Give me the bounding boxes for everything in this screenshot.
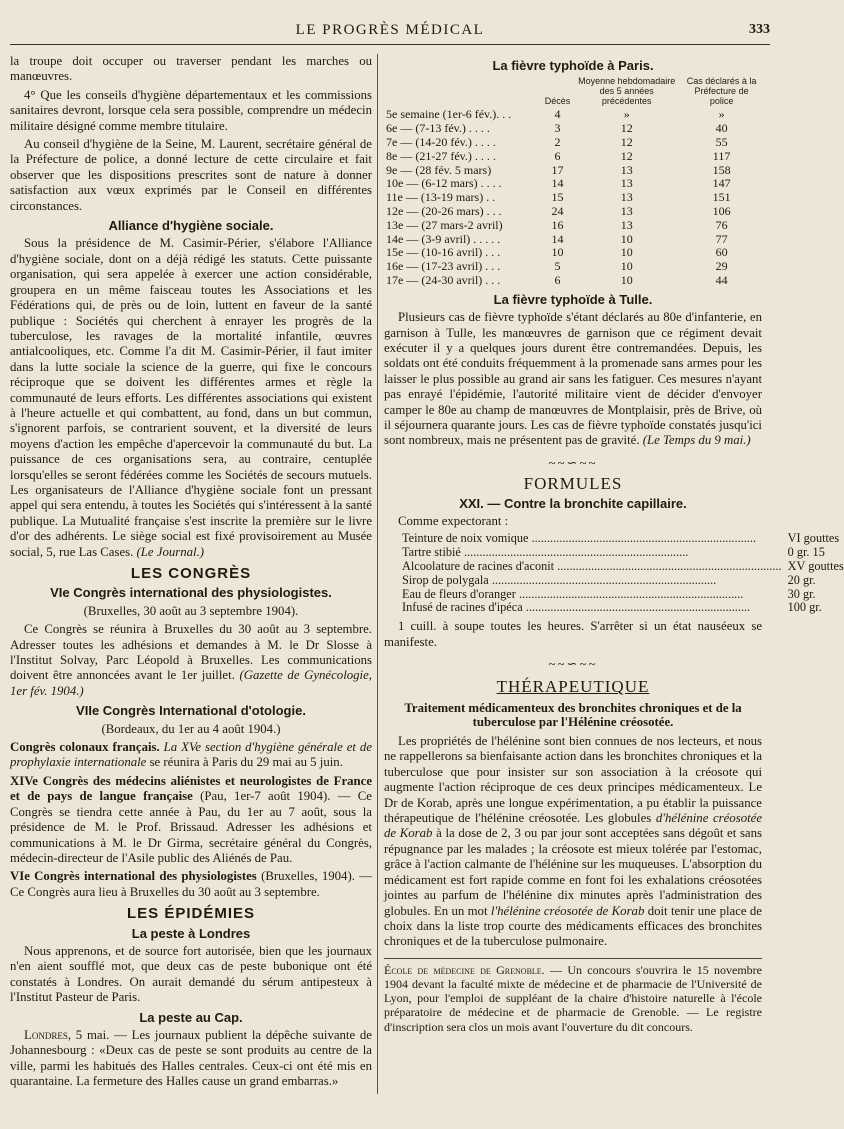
table-cell: 15e — (10-16 avril) . . . — [386, 245, 501, 260]
column-header: Cas déclarés à la Préfecture de police — [686, 76, 757, 107]
formula-row — [384, 574, 844, 588]
table-cell: 3 — [554, 121, 561, 136]
ingredient: Eau de fleurs d'oranger ..... — [384, 588, 782, 602]
source: (Gazette de Gynécologie, 1er fév. 1904.) — [10, 668, 372, 698]
table-cell: 60 — [715, 245, 728, 260]
table-cell: 7e — (14-20 fév.) . . . . — [386, 135, 496, 149]
table-cell: 55 — [715, 135, 728, 149]
table-cell: 13 — [620, 217, 633, 232]
table-cell: 10e — (6-12 mars) . . . . — [386, 176, 502, 191]
table-cell: 11e — (13-19 mars) . . — [386, 190, 496, 205]
formula-note: 1 cuill. à soupe toutes les heures. S'arrêter si un état nauséeux se manifeste. — [384, 619, 762, 649]
place: Londres, — [24, 1027, 72, 1042]
lead: XIVe Congrès des médecins aliénistes et neurologistes de France et de pays de langue française — [10, 773, 372, 804]
formula-row — [384, 560, 844, 574]
table-cell: 17 — [551, 162, 564, 177]
table-cell: 10 — [620, 245, 633, 260]
table-cell: 6 — [554, 148, 561, 163]
column-header: Moyenne hebdomadaire des 5 années précédentes — [578, 76, 676, 107]
table-cell: 151 — [712, 190, 731, 205]
formula-subtitle: XXI. — Contre la bronchite capillaire. — [459, 495, 687, 511]
table-cell: 16e — (17-23 avril) . . . — [386, 259, 501, 274]
table-row — [384, 191, 762, 205]
journal-title: LE PROGRÈS MÉDICAL — [295, 22, 485, 38]
section-title-therapeutique: THÉRAPEUTIQUE — [496, 677, 650, 697]
table-row — [384, 233, 762, 247]
italic: La XVe section d'hygiène générale et de prophylaxie internationale — [10, 740, 372, 770]
note-lead: École de médecine de Grenoble. — [384, 962, 545, 977]
table-cell: 5 — [554, 259, 561, 274]
table-cell: 12 — [620, 121, 633, 136]
text: (Pau, 1er-7 août 1904). — Ce Congrès se tiendra cette année à Pau, du 1er au 7 août, sous la présidence de M. le Prof. Brissaud. Adresser les adhésions et communications à M. le Dr Girma, secrétaire général du Congrès, médecin-directeur de l'Asile public des Aliénés de Pau. — [10, 789, 372, 865]
quantity: 0 gr. 15 — [787, 545, 825, 560]
table-row — [384, 260, 762, 274]
table-cell: 10 — [620, 259, 633, 274]
paragraph: 4° Que les conseils d'hygiène départementaux et les commissions sanitaires devront, lorsque cela sera possible, comprendre un médecin militaire désigné comme membre titulaire. — [10, 87, 372, 133]
page-header — [10, 20, 770, 45]
paragraph-alliance — [10, 236, 372, 560]
section-title-peste-cap: La peste au Cap. — [139, 1009, 243, 1025]
paragraph-cap — [10, 1028, 372, 1090]
italic: d'hélénine créosotée de Korab — [384, 811, 763, 841]
right-column — [384, 54, 844, 1034]
table-cell: 13 — [620, 203, 633, 218]
text: Les propriétés de l'hélénine sont bien connues de nos lecteurs, et nous ne rappellerons sa bienfaisante action dans les bronchites chroniques et la tuberculose que pour insister sur son association à la créosote qui augmente l'action réciproque de ces deux principes médicamenteux. Le Dr de Korab, après une longue expérimentation, a pu établir la puissance thérapeutique de l'hélénine créosotée. Les globules — [384, 734, 762, 826]
formula-table — [384, 532, 844, 615]
table-row — [384, 205, 762, 219]
table-cell: 13 — [620, 190, 633, 205]
table-row — [384, 108, 762, 122]
formula-row — [384, 532, 844, 546]
paragraph: Au conseil d'hygiène de la Seine, M. Laurent, secrétaire général de la Préfecture de police, a donné lecture de cette circulaire et fait observer que les dispositions prescrites sont de nature à donner satisfaction aux vœux exprimés par le Conseil en différentes circonstances. — [10, 137, 372, 213]
table-cell: 10 — [551, 245, 564, 260]
table-cell: 12 — [620, 148, 633, 163]
section-title-epidemies: LES ÉPIDÉMIES — [126, 905, 256, 923]
paragraph-peste: Nous apprenons, et de source fort autorisée, bien que les journaux n'en aient soufflé mot, que deux cas de peste bubonique ont été constatés à Londres. On aurait demandé du sérum antipesteux à l'Institut Pasteur de Paris. — [10, 943, 372, 1005]
table-cell: 24 — [551, 203, 564, 218]
typhoid-table — [384, 76, 762, 287]
table-cell: 8e — (21-27 fév.) . . . . — [386, 148, 496, 163]
congress-title-1: VIe Congrès international des physiologistes. — [50, 585, 332, 601]
table-row — [384, 177, 762, 191]
text: Plusieurs cas de fièvre typhoïde s'étant déclarés au 80e d'infanterie, en garnison à Tulle, les manœuvres de garnison que ce régiment devait exécuter il y a quelques jours durent être contremandées. Depuis, les soldats ont été conduits fréquemment à la promenade sans armes pour les laisser le plus possible au grand air sans les fatiguer. Ces mesures n'ayant pas enrayé l'épidémie, l'autorité militaire vient de décider d'envoyer camper le 80e au champ de manœuvres de Montplaisir, près de Brive, où il séjournera quarante jours. Les cas de fièvre typhoïde constatés jusqu'ici sont nombreux, mais ne présentent pas de gravité. — [384, 310, 762, 448]
table-cell: 2 — [554, 135, 561, 149]
congress-text-1 — [10, 622, 372, 699]
formula-row — [384, 588, 844, 602]
table-cell: 17e — (24-30 avril) . . . — [386, 272, 501, 287]
table-header-row — [384, 76, 762, 108]
table-cell: 4 — [554, 107, 561, 122]
text: Sous la présidence de M. Casimir-Périer, s'élabore l'Alliance d'hygiène sociale, dont on a déjà rédigé les statuts. Cette puissante organisation, qui sera appelée à exercer une action considérable, groupera en un même faisceau toutes les Associations et les Fédérations qui, de près ou de loin, luttent en faveur de la santé publique : Sociétés qui cherchent à enrayer les progrès de la tuberculose, les ravages de la mortalité infantile, œuvres antialcooliques, etc. Comme l'a dit M. Casimir-Périer, il faut imiter dans la lutte sociale la science de la guerre, qui fixe le concours réciproque que se doivent les différentes armes et règle la communauté de leurs efforts. Les différentes associations qui existent à l'heure actuelle et qui combattent, au fond, dans un but commun, s'ignorent parfois, se contrarient souvent, et la diversité de leurs moyens d'action les empêche d'apercevoir la communauté du but. La puissance de ces organisations sera, au contraire, centuplée lorsqu'elles se seront fédérées comme les Sociétés de secours mutuels. Les organisateurs de l'Alliance d'hygiène sociale font un pressant appel qui sera entendu, à toutes les Sociétés qui s'intéressent à la santé publique. La Mutualité française s'est inscrite la première sur le livre d'or des adhérents. Le siège social est fixé provisoirement au Musée social, 5, rue Las Cases. — [10, 236, 372, 559]
congress-subtitle-2: (Bordeaux, du 1er au 4 août 1904.) — [101, 721, 281, 736]
table-cell: 44 — [715, 272, 728, 287]
table-body — [384, 108, 762, 287]
quantity: 20 gr. — [787, 572, 816, 587]
table-row — [384, 246, 762, 260]
table-cell: 76 — [715, 217, 728, 232]
italic: l'hélénine créosotée de Korab — [490, 903, 645, 918]
table-cell: 29 — [715, 259, 728, 274]
column-header: Décès — [544, 96, 571, 107]
table-cell: 117 — [712, 148, 731, 163]
table-cell: 10 — [620, 272, 633, 287]
ingredient: Sirop de polygala ..... — [384, 574, 782, 588]
formula-body — [384, 532, 844, 615]
table-cell: » — [718, 107, 725, 122]
table-cell: 158 — [712, 162, 731, 177]
table-row — [384, 122, 762, 136]
ornament-divider: ~~∽~~ — [548, 454, 598, 470]
table-cell: 14 — [551, 231, 564, 246]
table-cell: 14e — (3-9 avril) . . . . . — [386, 231, 501, 246]
table-row — [384, 150, 762, 164]
quantity: 100 gr. — [787, 600, 822, 615]
page-number: 333 — [749, 22, 770, 37]
left-column — [10, 54, 372, 1093]
table-cell: 15 — [551, 190, 564, 205]
table-cell: » — [623, 107, 630, 122]
source: (Le Journal.) — [136, 544, 205, 559]
table-cell: 147 — [712, 176, 731, 191]
text: (Bruxelles, 1904). — Ce Congrès aura lieu à Bruxelles du 30 août au 3 septembre. — [10, 869, 372, 899]
table-cell: 106 — [712, 203, 731, 218]
formula-row — [384, 546, 844, 560]
text: à la dose de 2, 3 ou par jour sont acceptées sans dégoût et sans répugnance par les malades ; la créosote est mieux tolérée par l'estomac, grâce à l'action calmante de l'hélénine sur les muqueuses. L'absorption du médicament est fort rapide comme en font foi les exhalations créosotées jointes au parfum de l'hélénine dix minutes après l'administration des globules. En un mot — [384, 826, 762, 918]
paragraph-tulle — [384, 310, 762, 449]
table-cell: 12e — (20-26 mars) . . . — [386, 203, 502, 218]
table-cell: 13 — [620, 162, 633, 177]
formula-row — [384, 601, 844, 615]
text: 5 mai. — Les journaux publient la dépêche suivante de Johannesbourg : «Deux cas de peste se sont produits au centre de la ville, parmi les habitués des Halles centrales. Ceux-ci ont été mis en quarantaine. La fermeture des Halles cause un grand embarras.» — [10, 1027, 372, 1089]
table-row — [384, 219, 762, 233]
note-text: — Un concours s'ouvrira le 15 novembre 1904 devant la faculté mixte de médecine et de pharmacie de l'Université de Lyon, pour l'emploi de suppléant de la chaire d'histoire naturelle à l'école préparatoire de médecine et de pharmacie de Grenoble. — Le registre d'inscription sera clos un mois avant l'ouverture du dit concours. — [384, 962, 762, 1034]
congress-text-3 — [10, 740, 372, 771]
section-title-congres: LES CONGRÈS — [130, 565, 252, 582]
congress-subtitle-1: (Bruxelles, 30 août au 3 septembre 1904). — [83, 603, 299, 618]
table-cell: 9e — (28 fév. 5 mars) — [386, 162, 492, 177]
section-title-typhoide-tulle: La fièvre typhoïde à Tulle. — [493, 291, 653, 307]
congress-text-4 — [10, 774, 372, 866]
table-cell: 13 — [620, 176, 633, 191]
formula-intro: Comme expectorant : — [398, 514, 509, 529]
section-title-peste-londres: La peste à Londres — [131, 925, 251, 941]
section-title-typhoide-paris: La fièvre typhoïde à Paris. — [492, 58, 654, 73]
table-row — [384, 164, 762, 178]
table-cell: 40 — [715, 121, 728, 136]
table-row — [384, 136, 762, 150]
text: Ce Congrès se réunira à Bruxelles du 30 août au 3 septembre. Adresser toutes les adhésions et demandes à M. le Dr Slosse à l'Institut Solvay, Parc Léopold à Bruxelles. Les communications doivent être annoncées avant le 1er juillet. — [10, 622, 372, 683]
table-cell: 5e semaine (1er-6 fév.). . . — [386, 107, 512, 122]
text: se réunira à Paris du 29 mai au 5 juin. — [149, 755, 343, 770]
congress-text-5 — [10, 869, 372, 900]
section-title-formules: FORMULES — [523, 474, 623, 494]
table-cell: 77 — [715, 231, 728, 246]
table-cell: 13e — (27 mars-2 avril) — [386, 217, 503, 232]
column-divider — [377, 54, 378, 1094]
therapeutique-subtitle: Traitement médicamenteux des bronchites chroniques et de la tuberculose par l'Hélénine créosotée. — [404, 700, 742, 730]
table-cell: 10 — [620, 231, 633, 246]
table-cell: 14 — [551, 176, 564, 191]
source: (Le Temps du 9 mai.) — [642, 433, 751, 448]
paragraph-therapeutique — [384, 734, 762, 950]
ingredient: Tartre stibié ..... — [384, 546, 782, 560]
table-cell: 6e — (7-13 fév.) . . . . — [386, 121, 490, 136]
quantity: 30 gr. — [787, 586, 816, 601]
section-title-alliance: Alliance d'hygiène sociale. — [108, 218, 274, 234]
ingredient: Teinture de noix vomique ..... — [384, 532, 782, 546]
table-cell: 12 — [620, 135, 633, 149]
news-note — [384, 958, 762, 1034]
table-cell: 16 — [551, 217, 564, 232]
text: doit tenir une place de choix dans la liste trop courte des médicaments efficaces des bronchites chroniques et de la tuberculose pulmonaire. — [384, 903, 762, 949]
quantity: XV gouttes — [787, 559, 844, 574]
ornament-divider: ~~∽~~ — [548, 656, 598, 672]
lead: Congrès colonaux français. — [10, 740, 160, 755]
ingredient: Alcoolature de racines d'aconit ..... — [384, 560, 782, 574]
congress-title-2: VIIe Congrès International d'otologie. — [76, 703, 306, 719]
quantity: VI gouttes — [787, 531, 840, 546]
column-header — [384, 76, 543, 108]
lead: VIe Congrès international des physiologistes — [10, 869, 257, 884]
ingredient: Infusé de racines d'ipéca ..... — [384, 601, 782, 615]
paragraph: la troupe doit occuper ou traverser pendant les marches ou manœuvres. — [10, 54, 372, 84]
table-cell: 6 — [554, 272, 561, 287]
table-row — [384, 274, 762, 288]
